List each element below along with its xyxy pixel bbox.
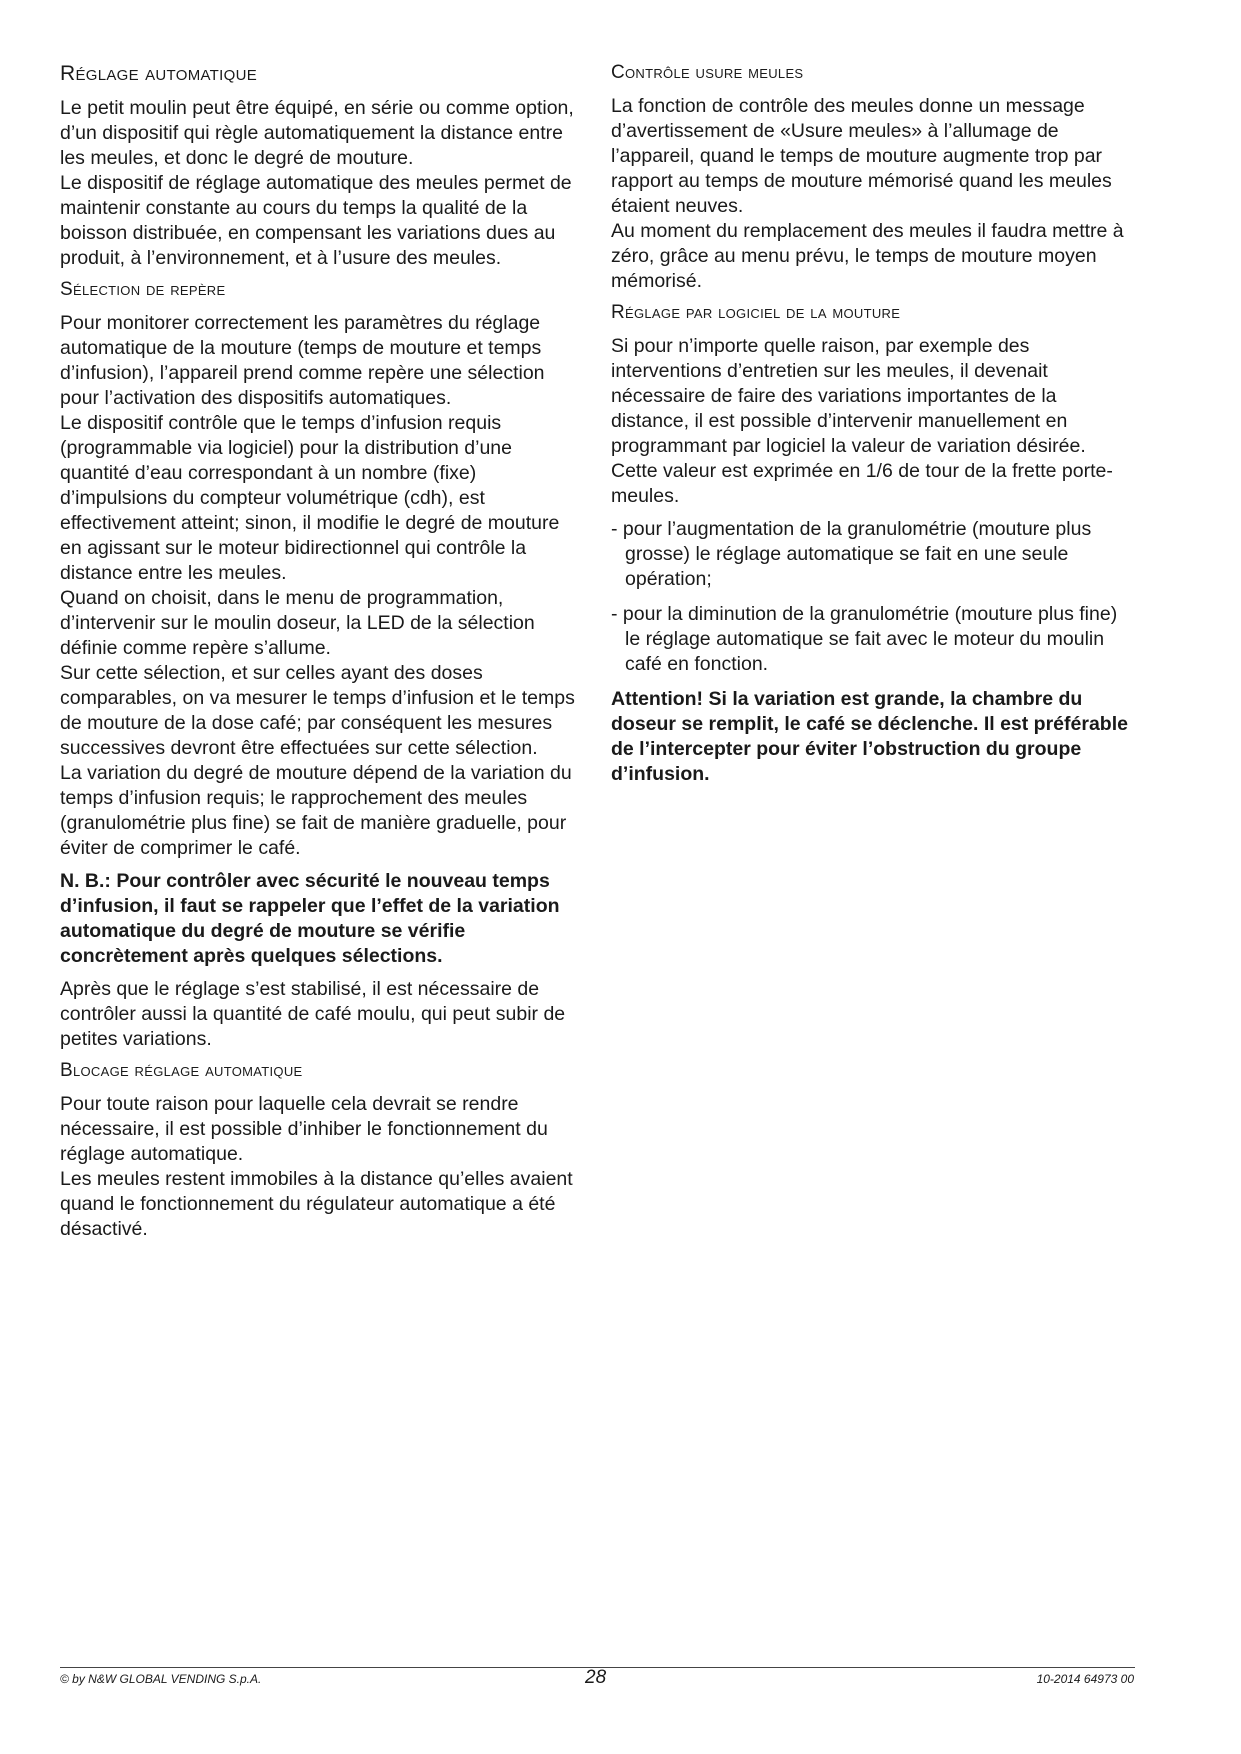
paragraph: Si pour n’importe quelle raison, par exemple des interventions d’entretien sur les meules, il devenait nécessaire de faire des variations importantes de la distance, il est possible d’intervenir manuellement en programmant par logiciel la valeur de variation désirée.	[611, 335, 1086, 457]
list-item: - pour la diminution de la granulométrie (mouture plus fine) le réglage automatique se fait avec le moteur du moulin café en fonction.	[611, 602, 1134, 677]
paragraph: Le petit moulin peut être équipé, en série ou comme option, d’un dispositif qui règle automatiquement la distance entre les meules, et donc le degré de mouture.	[60, 97, 574, 169]
right-column	[611, 62, 1134, 795]
paragraph: Au moment du remplacement des meules il faudra mettre à zéro, grâce au menu prévu, le temps de mouture moyen mémorisé.	[611, 220, 1124, 292]
paragraph: La fonction de contrôle des meules donne un message d’avertissement de «Usure meules» à l’allumage de l’appareil, quand le temps de mouture augmente trop par rapport au temps de mouture mémorisé quand les meules étaient neuves.	[611, 95, 1112, 217]
paragraph: La variation du degré de mouture dépend de la variation du temps d’infusion requis; le rapprochement des meules (granulométrie plus fine) se fait de manière graduelle, pour éviter de comprimer le café.	[60, 762, 572, 859]
paragraph: Pour toute raison pour laquelle cela devrait se rendre nécessaire, il est possible d’inhiber le fonctionnement du réglage automatique.	[60, 1093, 548, 1165]
paragraph: Le dispositif contrôle que le temps d’infusion requis (programmable via logiciel) pour la distribution d’une quantité d’eau correspondant à un nombre (fixe) d’impulsions du compteur volumétrique (cdh), est effectivement atteint; sinon, il modifie le degré de mouture en agissant sur le moteur bidirectionnel qui contrôle la distance entre les meules.	[60, 412, 560, 584]
paragraph: Après que le réglage s’est stabilisé, il est nécessaire de contrôler aussi la quantité de café moulu, qui peut subir de petites variations.	[60, 978, 566, 1050]
page-number: 28	[585, 1667, 607, 1688]
paragraph: Les meules restent immobiles à la distance qu’elles avaient quand le fonctionnement du régulateur automatique a été désactivé.	[60, 1168, 573, 1240]
section-heading-reglage-automatique: Réglage automatique	[60, 62, 258, 85]
paragraph: Le dispositif de réglage automatique des meules permet de maintenir constante au cours du temps la qualité de la boisson distribuée, en compensant les variations dues au produit, à l’environnement, et à l’usure des meules.	[60, 172, 572, 269]
list-item: - pour l’augmentation de la granulométrie (mouture plus grosse) le réglage automatique se fait en une seule opération;	[611, 517, 1134, 592]
footer-doc-code: 10-2014 64973 00	[1036, 1672, 1134, 1686]
section-heading-blocage: Blocage réglage automatique	[60, 1060, 303, 1081]
paragraph: Quand on choisit, dans le menu de programmation, d’intervenir sur le moulin doseur, la LED de la sélection définie comme repère s’allume.	[60, 587, 535, 659]
warning-note: Attention! Si la variation est grande, la chambre du doseur se remplit, le café se déclenche. Il est préférable de l’intercepter pour éviter l’obstruction du groupe d’infusion.	[611, 688, 1128, 785]
section-heading-reglage-logiciel: Réglage par logiciel de la mouture	[611, 302, 901, 323]
footer-copyright: © by N&W GLOBAL VENDING S.p.A.	[60, 1672, 262, 1686]
nb-note: N. B.: Pour contrôler avec sécurité le nouveau temps d’infusion, il faut se rappeler que l’effet de la variation automatique du degré de mouture se vérifie concrètement après quelques sélections.	[60, 870, 560, 967]
section-heading-selection-repere: Sélection de repère	[60, 279, 226, 300]
section-heading-controle-usure: Contrôle usure meules	[611, 62, 804, 83]
paragraph: Sur cette sélection, et sur celles ayant des doses comparables, on va mesurer le temps d’infusion et le temps de mouture de la dose café; par conséquent les mesures successives devront être effectuées sur cette sélection.	[60, 662, 575, 759]
dash-list	[611, 517, 1134, 677]
left-column	[60, 62, 583, 1250]
paragraph: Cette valeur est exprimée en 1/6 de tour de la frette porte-meules.	[611, 460, 1113, 507]
paragraph: Pour monitorer correctement les paramètres du réglage automatique de la mouture (temps de mouture et temps d’infusion), l’appareil prend comme repère une sélection pour l’activation des dispositifs automatiques.	[60, 312, 545, 409]
